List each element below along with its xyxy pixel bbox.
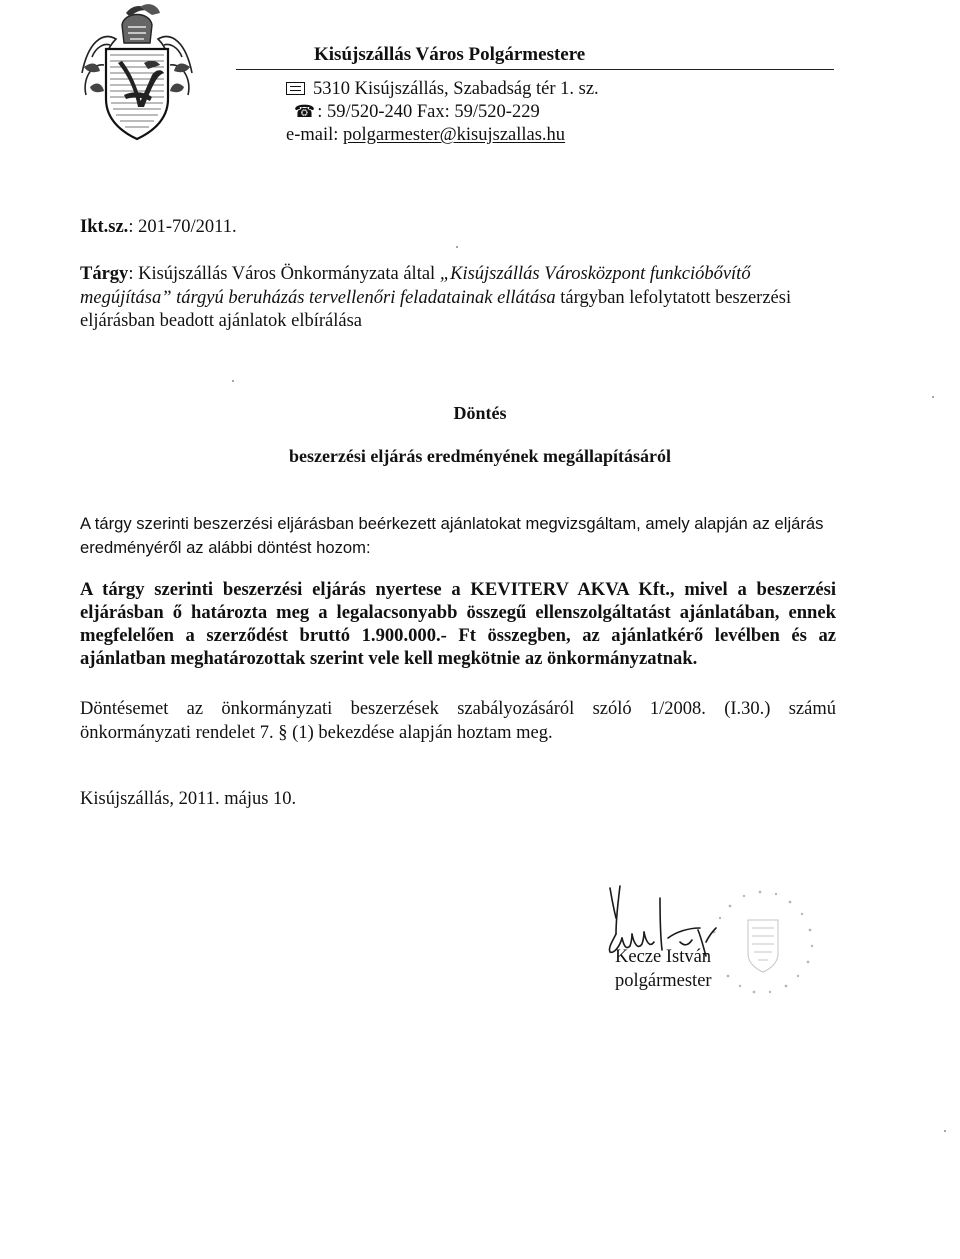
contact-phone	[294, 102, 540, 123]
date-line: Kisújszállás, 2011. május 10.	[80, 789, 297, 809]
office-title: Kisújszállás Város Polgármestere	[314, 44, 586, 65]
file-number-label: Ikt.sz.	[80, 217, 129, 237]
phone-fax-text: : 59/520-240 Fax: 59/520-229	[317, 102, 540, 122]
scan-speck	[944, 1130, 946, 1132]
file-number	[80, 217, 237, 238]
email-prefix: e-mail:	[286, 125, 344, 145]
winner-statement: A tárgy szerinti beszerzési eljárás nyertese a KEVITERV AKVA Kft.	[80, 579, 670, 600]
signer-title: polgármester	[615, 971, 712, 991]
winner-reasoning: , mivel a beszerzési eljárásban ő határozta meg a legalacsonyabb összegű ellenszolgáltatást ajánlatában, ennek megfelelően a szerződést bruttó 1.900.000.- Ft összegben, az ajánlatkérő levélben és az ajánlatban meghatározottak szerint vele kell megkötnie az önkormányzatnak.	[80, 579, 836, 669]
subject-project-title: „Kisújszállás Városközpont funkcióbővítő megújítása” tárgyú beruházás tervellenőri feladatainak ellátása	[80, 264, 751, 308]
subject-text-2: tárgyban lefolytatott beszerzési eljárásban beadott ajánlatok elbírálása	[80, 287, 792, 331]
scan-speck	[932, 396, 934, 398]
contact-email	[286, 125, 565, 146]
header-divider	[236, 69, 834, 70]
email-link[interactable]: polgarmester@kisujszallas.hu	[343, 125, 566, 145]
decision-winner	[80, 578, 836, 670]
contact-address	[286, 79, 599, 100]
scan-speck	[456, 246, 458, 248]
address-text: 5310 Kisújszállás, Szabadság tér 1. sz.	[313, 79, 599, 99]
decision-heading: Döntés	[453, 403, 507, 423]
subject-text-1: : Kisújszállás Város Önkormányzata által	[128, 264, 440, 284]
decision-intro: A tárgy szerinti beszerzési eljárásban beérkezett ajánlatokat megvizsgáltam, amely alapján az eljárás eredményéről az alábbi döntést hozom:	[80, 514, 824, 557]
decision-legal-basis: Döntésemet az önkormányzati beszerzések szabályozásáról szóló 1/2008. (I.30.) számú önkormányzati rendelet 7. § (1) bekezdése alapján hoztam meg.	[80, 699, 836, 743]
signer-name: Kecze István	[615, 947, 712, 967]
file-number-value: : 201-70/2011.	[128, 217, 237, 237]
subject-label: Tárgy	[80, 264, 129, 284]
coat-of-arms-icon	[78, 3, 196, 141]
scan-speck	[232, 380, 234, 382]
subject	[80, 263, 836, 334]
mail-icon	[286, 82, 305, 95]
phone-icon: ☎	[294, 102, 316, 122]
decision-subheading: beszerzési eljárás eredményének megállapításáról	[288, 446, 672, 466]
